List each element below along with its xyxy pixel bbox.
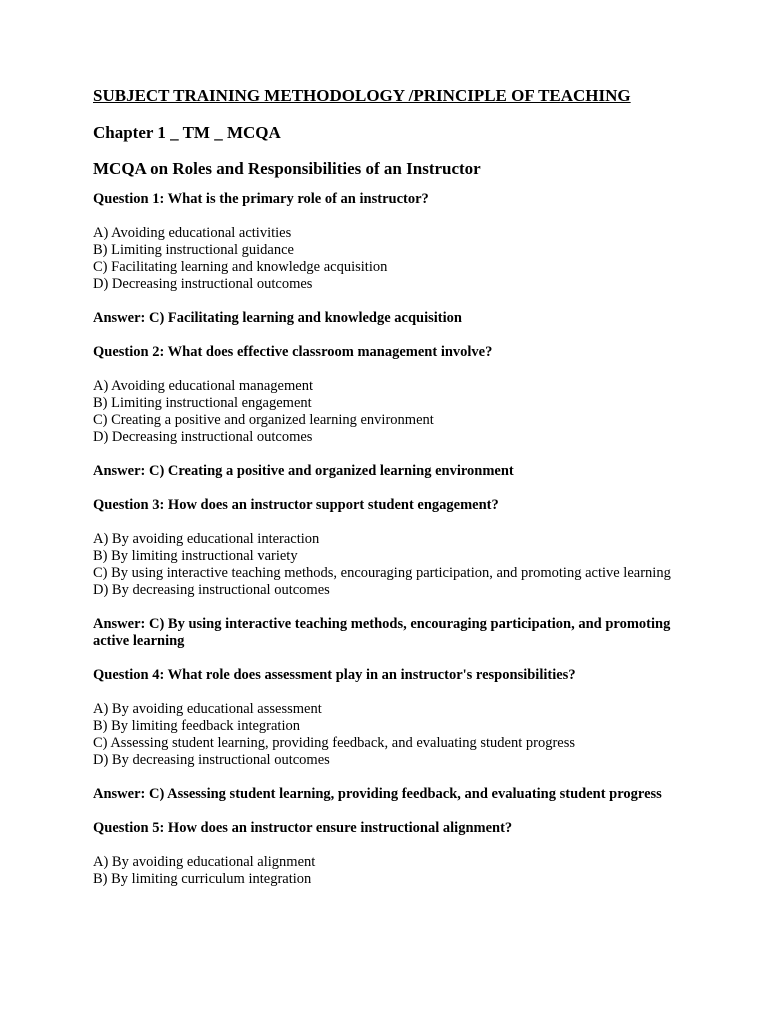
answer-4: Answer: C) Assessing student learning, providing feedback, and evaluating student progress [93, 786, 662, 802]
question-4: Question 4: What role does assessment play in an instructor's responsibilities? [93, 667, 576, 683]
option-d: D) Decreasing instructional outcomes [93, 429, 313, 445]
option-a: A) By avoiding educational interaction [93, 531, 320, 547]
question-1-options [93, 225, 673, 293]
option-b: B) By limiting feedback integration [93, 718, 300, 734]
question-1: Question 1: What is the primary role of an instructor? [93, 191, 429, 207]
option-b: B) By limiting instructional variety [93, 548, 298, 564]
option-a: A) Avoiding educational activities [93, 225, 292, 241]
option-c: C) By using interactive teaching methods, encouraging participation, and promoting active learning [93, 565, 671, 581]
option-c: C) Assessing student learning, providing feedback, and evaluating student progress [93, 735, 576, 751]
option-c: C) Facilitating learning and knowledge acquisition [93, 259, 388, 275]
option-a: A) Avoiding educational management [93, 378, 313, 394]
question-3: Question 3: How does an instructor support student engagement? [93, 497, 499, 513]
option-b: B) Limiting instructional guidance [93, 242, 294, 258]
answer-2: Answer: C) Creating a positive and organized learning environment [93, 463, 514, 479]
option-d: D) By decreasing instructional outcomes [93, 582, 330, 598]
option-c: C) Creating a positive and organized learning environment [93, 412, 434, 428]
document-page [93, 84, 673, 905]
option-a: A) By avoiding educational alignment [93, 854, 316, 870]
answer-1: Answer: C) Facilitating learning and knowledge acquisition [93, 310, 462, 326]
question-3-options [93, 531, 673, 599]
option-b: B) By limiting curriculum integration [93, 871, 312, 887]
option-d: D) Decreasing instructional outcomes [93, 276, 313, 292]
question-2: Question 2: What does effective classroom management involve? [93, 344, 493, 360]
document-title: SUBJECT TRAINING METHODOLOGY /PRINCIPLE OF TEACHING [93, 86, 631, 105]
chapter-heading: Chapter 1 _ TM _ MCQA [93, 123, 281, 142]
option-d: D) By decreasing instructional outcomes [93, 752, 330, 768]
question-2-options [93, 378, 673, 446]
answer-3: Answer: C) By using interactive teaching methods, encouraging participation, and promoting active learning [93, 616, 671, 649]
question-5-options [93, 854, 673, 888]
question-5: Question 5: How does an instructor ensure instructional alignment? [93, 820, 513, 836]
option-a: A) By avoiding educational assessment [93, 701, 322, 717]
section-heading: MCQA on Roles and Responsibilities of an Instructor [93, 159, 481, 178]
question-4-options [93, 701, 673, 769]
option-b: B) Limiting instructional engagement [93, 395, 312, 411]
